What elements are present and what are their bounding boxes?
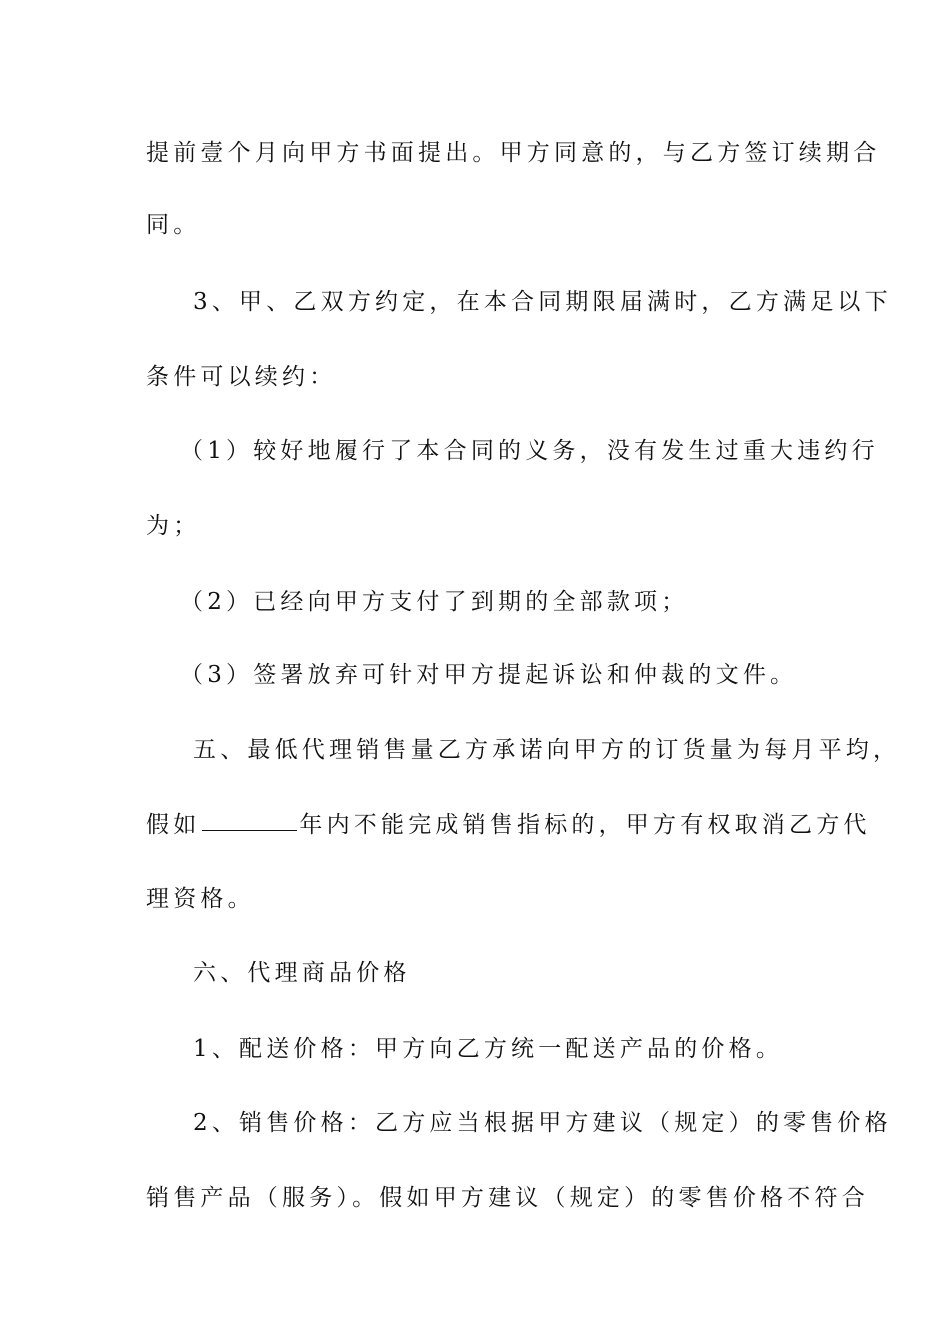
section-heading: 六、代理商品价格 <box>193 960 411 986</box>
fill-in-blank <box>202 810 297 831</box>
text-line: 销售产品（服务）。假如甲方建议（规定）的零售价格不符合 <box>146 1185 869 1211</box>
text-line: （2）已经向甲方支付了到期的全部款项； <box>180 589 689 615</box>
text-line: 1、配送价格：甲方向乙方统一配送产品的价格。 <box>193 1036 784 1062</box>
text-line-with-blank <box>146 810 871 840</box>
text-line: 为； <box>146 513 201 539</box>
text-line: 同。 <box>146 212 201 238</box>
text-line: 提前壹个月向甲方书面提出。甲方同意的，与乙方签订续期合 <box>146 140 881 166</box>
text-line: （1）较好地履行了本合同的义务，没有发生过重大违约行 <box>180 438 879 464</box>
text-segment: 假如 <box>146 812 201 838</box>
text-segment: 年内不能完成销售指标的，甲方有权取消乙方代 <box>299 812 871 838</box>
text-line: 理资格。 <box>146 886 255 912</box>
text-line: 3、甲、乙双方约定，在本合同期限届满时，乙方满足以下 <box>193 289 892 315</box>
text-line: 2、销售价格：乙方应当根据甲方建议（规定）的零售价格 <box>193 1110 892 1136</box>
text-line: （3）签署放弃可针对甲方提起诉讼和仲裁的文件。 <box>180 662 798 688</box>
text-line: 五、最低代理销售量乙方承诺向甲方的订货量为每月平均， <box>193 737 901 763</box>
text-line: 条件可以续约： <box>146 364 337 390</box>
